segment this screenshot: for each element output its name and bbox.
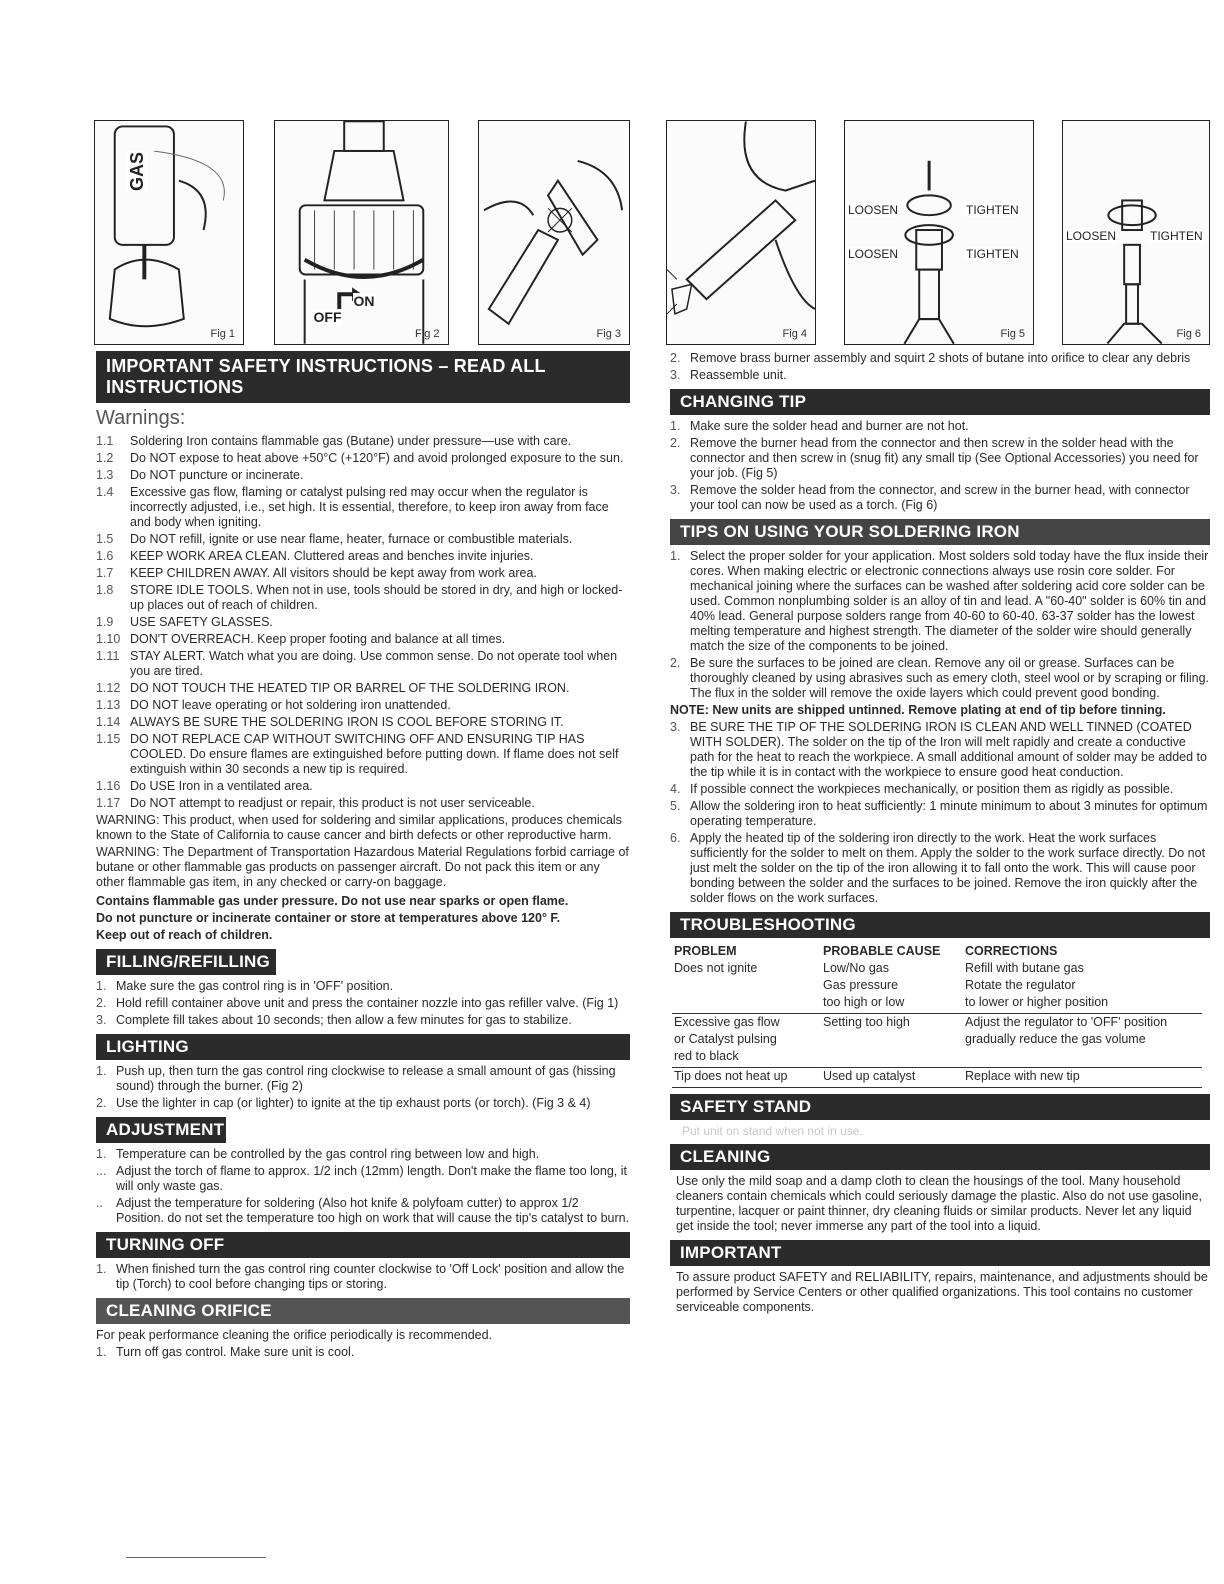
- list-item: 3. Complete fill takes about 10 seconds; then allow a few minutes for gas to stabilize.: [96, 1013, 572, 1027]
- warnings-list: [88, 434, 630, 811]
- important-heading: IMPORTANT: [670, 1240, 1210, 1266]
- table-header-row: [672, 942, 1202, 960]
- table-row: Excessive gas flow Setting too high Adjust the regulator to 'OFF' position: [674, 1015, 1168, 1029]
- table-row: Gas pressure Rotate the regulator: [823, 978, 1076, 992]
- safety-stand-text: Put unit on stand when not in use.: [682, 1124, 863, 1138]
- important-text: To assure product SAFETY and RELIABILITY, repairs, maintenance, and adjustments should be performed by Service Centers or other qualified organizations. This tool contains no customer serviceable components.: [676, 1270, 1208, 1314]
- list-item: 3. Reassemble unit.: [670, 368, 787, 382]
- safety-stand-heading: SAFETY STAND: [670, 1094, 1210, 1120]
- tips-note: NOTE: New units are shipped untinned. Remove plating at end of tip before tinning.: [670, 703, 1166, 717]
- tighten-label-lower: TIGHTEN: [966, 247, 1019, 261]
- list-item: ... Adjust the torch of flame to approx. 1/2 inch (12mm) length. Don't make the flame too long, it will only waste gas.: [96, 1164, 627, 1193]
- cleaning-text: Use only the mild soap and a damp cloth to clean the housings of the tool. Many household cleaners contain chemicals which could seriously damage the plastic. Also do not use gasoline, turpentine, lacquer or paint thinner, dry cleaning fluids or similar products. Never let any liquid get inside the tool; never immerse any part of the tool into a liquid.: [676, 1174, 1202, 1233]
- list-item: 1.2 Do NOT expose to heat above +50°C (+120°F) and avoid prolonged exposure to the sun.: [96, 451, 624, 465]
- list-item: 1. When finished turn the gas control ring counter clockwise to 'Off Lock' position and allow the tip (Torch) to cool before changing tips or storing.: [96, 1262, 625, 1291]
- list-item: 1. Select the proper solder for your application. Most solders sold today have the flux inside their cores. When making electric or electronic connections always use rosin core solder. For mechanical joining where the surfaces can be washed after soldering acid core solder can be used. Common nonplumbing solder is an alloy of tin and lead. A "60-40" solder is 60% tin and 40% lead. General purpose solders range from 40-60 to 60-40. 63-37 solder has the lowest melting temperature and highest strength. The diameter of the solder wire should generally match the size of the components to be joined.: [670, 549, 1209, 653]
- tips-list-2: [662, 720, 1210, 906]
- tighten-label: TIGHTEN: [1150, 229, 1203, 243]
- list-item: 1.9 USE SAFETY GLASSES.: [96, 615, 273, 629]
- gas-ring-illustration: [275, 121, 448, 344]
- off-label: OFF: [313, 309, 342, 325]
- figure-row-left: [88, 100, 630, 345]
- transport-warning: WARNING: The Department of Transportation Hazardous Material Regulations forbid carriage of butane or other flammable gas products on passenger aircraft. Do not pack this item or any other flammable gas item, in any checked or carry-on baggage.: [96, 845, 629, 889]
- figure-5: [844, 120, 1034, 345]
- list-item: 1.17 Do NOT attempt to readjust or repair, this product is not user serviceable.: [96, 796, 535, 810]
- table-row: red to black: [672, 1048, 1202, 1068]
- list-item: 2. Remove brass burner assembly and squirt 2 shots of butane into orifice to clear any debris: [670, 351, 1191, 365]
- safety-instructions-heading: IMPORTANT SAFETY INSTRUCTIONS – READ ALL INSTRUCTIONS: [96, 351, 630, 403]
- changing-tip-list: [662, 419, 1210, 513]
- list-item: 1.12 DO NOT TOUCH THE HEATED TIP OR BARREL OF THE SOLDERING IRON.: [96, 681, 570, 695]
- figure-row-right: [662, 100, 1210, 345]
- list-item: 4. If possible connect the workpieces mechanically, or position them as rigidly as possible.: [670, 782, 1174, 796]
- filling-list: [88, 979, 630, 1028]
- turning-off-heading: TURNING OFF: [96, 1232, 630, 1258]
- torch-ignite-illustration: [667, 121, 815, 344]
- changing-tip-heading: CHANGING TIP: [670, 389, 1210, 415]
- adjustment-heading: ADJUSTMENT: [96, 1117, 226, 1143]
- list-item: 5. Allow the soldering iron to heat sufficiently: 1 minute minimum to about 3 minutes for optimum operating temperature.: [670, 799, 1208, 828]
- list-item: 1.7 KEEP CHILDREN AWAY. All visitors should be kept away from work area.: [96, 566, 537, 580]
- footer-rule: [126, 1557, 266, 1558]
- filling-heading: FILLING/REFILLING: [96, 949, 276, 975]
- list-item: 1.16 Do USE Iron in a ventilated area.: [96, 779, 313, 793]
- tips-list-1: [662, 549, 1210, 701]
- table-row: too high or low to lower or higher position: [672, 994, 1202, 1014]
- figure-1: [94, 120, 244, 345]
- list-item: .. Adjust the temperature for soldering (Also hot knife & polyfoam cutter) to approx 1/2 Position. do not set the temperature too high on work that will cause the tip's catalyst to burn.: [96, 1196, 630, 1225]
- list-item: 1.3 Do NOT puncture or incinerate.: [96, 468, 304, 482]
- tips-heading: TIPS ON USING YOUR SOLDERING IRON: [670, 519, 1210, 545]
- adjustment-list: [88, 1147, 630, 1226]
- column-header: PROBABLE CAUSE: [823, 944, 941, 958]
- list-item: 3. Remove the solder head from the connector, and screw in the burner head, with connector your tool can now be used as a torch. (Fig 6): [670, 483, 1190, 512]
- figure-2: [274, 120, 449, 345]
- loosen-label-upper: LOOSEN: [848, 203, 899, 217]
- california-warning: WARNING: This product, when used for soldering and similar applications, produces chemicals known to the State of California to cause cancer and birth defects or other reproductive harm.: [96, 813, 622, 842]
- list-item: 3. BE SURE THE TIP OF THE SOLDERING IRON IS CLEAN AND WELL TINNED (COATED WITH SOLDER). The solder on the tip of the Iron will melt rapidly and create a conductive path for the heat to reach the workpiece. A small additional amount of solder may be added to the tip while it is in contact with the workpiece to ensure good heat conduction.: [670, 720, 1207, 779]
- gas-can-label: GAS: [127, 151, 148, 192]
- caution-line-2: Do not puncture or incinerate container or store at temperatures above 120° F.: [96, 911, 561, 925]
- tighten-label-upper: TIGHTEN: [966, 203, 1019, 217]
- figure-5-label: Fig 5: [1000, 328, 1025, 340]
- figure-1-label: Fig 1: [210, 328, 235, 340]
- solder-head-illustration: [845, 121, 1033, 344]
- list-item: 1.13 DO NOT leave operating or hot soldering iron unattended.: [96, 698, 451, 712]
- warnings-heading: Warnings:: [96, 407, 186, 429]
- on-label: ON: [353, 293, 375, 309]
- figure-4: [666, 120, 816, 345]
- left-column: [88, 100, 630, 1362]
- table-row: or Catalyst pulsing gradually reduce the gas volume: [674, 1032, 1146, 1046]
- list-item: 1. Temperature can be controlled by the gas control ring between low and high.: [96, 1147, 540, 1161]
- list-item: 2. Hold refill container above unit and press the container nozzle into gas refiller valve. (Fig 1): [96, 996, 619, 1010]
- list-item: 1. Turn off gas control. Make sure unit is cool.: [96, 1345, 355, 1359]
- table-row: Tip does not heat up Used up catalyst Replace with new tip: [672, 1068, 1202, 1088]
- lighting-list: [88, 1064, 630, 1111]
- figure-3: [478, 120, 630, 345]
- list-item: 1.11 STAY ALERT. Watch what you are doing. Use common sense. Do not operate tool when you are tired.: [96, 649, 618, 678]
- turning-off-list: [88, 1262, 630, 1292]
- list-item: 1.5 Do NOT refill, ignite or use near flame, heater, furnace or combustible materials.: [96, 532, 573, 546]
- lighting-heading: LIGHTING: [96, 1034, 630, 1060]
- list-item: 1.6 KEEP WORK AREA CLEAN. Cluttered areas and benches invite injuries.: [96, 549, 534, 563]
- list-item: 1.4 Excessive gas flow, flaming or catalyst pulsing red may occur when the regulator is incorrectly adjusted, i.e., set high. It is essential, therefore, to keep iron away from face and body when igniting.: [96, 485, 609, 529]
- lighter-cap-illustration: [479, 121, 629, 344]
- column-header: PROBLEM: [674, 944, 737, 958]
- list-item: 1.1 Soldering Iron contains flammable gas (Butane) under pressure—use with care.: [96, 434, 572, 448]
- figure-6: [1062, 120, 1210, 345]
- list-item: 6. Apply the heated tip of the soldering iron directly to the work. Heat the work surfaces sufficiently for the solder to melt on them. Apply the solder to the work surface directly. Do not just melt the solder on the tip of the iron allowing it to fall onto the work. This will cause poor bonding between the solder and the surfaces to be joined. Remove the iron quickly after the solder flows on the work surfaces.: [670, 831, 1206, 905]
- list-item: 1.10 DON'T OVERREACH. Keep proper footing and balance at all times.: [96, 632, 506, 646]
- list-item: 2. Be sure the surfaces to be joined are clean. Remove any oil or grease. Surfaces can be thoroughly cleaned by using abrasives such as emery cloth, steel wool or by scraping or filing. The flux in the solder will remove the oxide layers which could prevent good bonding.: [670, 656, 1210, 700]
- list-item: 2. Remove the burner head from the connector and then screw in the solder head with the connector and then screw in (snug fit) any small tip (See Optional Accessories) you need for your job. (Fig 5): [670, 436, 1199, 480]
- figure-2-label: Fig 2: [415, 328, 440, 340]
- right-column: [662, 100, 1210, 1317]
- troubleshooting-heading: TROUBLESHOOTING: [670, 912, 1210, 938]
- list-item: 1.8 STORE IDLE TOOLS. When not in use, tools should be stored in dry, and high or locked-up places out of reach of children.: [96, 583, 623, 612]
- caution-line-3: Keep out of reach of children.: [96, 928, 273, 942]
- list-item: 1. Push up, then turn the gas control ring clockwise to release a small amount of gas (hissing sound) through the burner. (Fig 2): [96, 1064, 616, 1093]
- figure-3-label: Fig 3: [596, 328, 621, 340]
- cleaning-heading: CLEANING: [670, 1144, 1210, 1170]
- figure-4-label: Fig 4: [782, 328, 807, 340]
- loosen-label-lower: LOOSEN: [848, 247, 899, 261]
- list-item: 1.15 DO NOT REPLACE CAP WITHOUT SWITCHING OFF AND ENSURING TIP HAS COOLED. Do ensure flames are extinguished before putting down. If flame does not self extinguish within 30 seconds a new tip is required.: [96, 732, 619, 776]
- column-header: CORRECTIONS: [965, 944, 1058, 958]
- cleaning-orifice-list-1: [88, 1345, 630, 1360]
- table-row: Does not ignite Low/No gas Refill with butane gas: [674, 961, 1084, 975]
- caution-line-1: Contains flammable gas under pressure. Do not use near sparks or open flame.: [96, 894, 569, 908]
- cleaning-orifice-list-2: [662, 351, 1210, 383]
- cleaning-orifice-intro: For peak performance cleaning the orifice periodically is recommended.: [96, 1328, 493, 1342]
- cleaning-orifice-heading: CLEANING ORIFICE: [96, 1298, 630, 1324]
- figure-6-label: Fig 6: [1176, 328, 1201, 340]
- list-item: 1. Make sure the solder head and burner are not hot.: [670, 419, 969, 433]
- list-item: 1. Make sure the gas control ring is in 'OFF' position.: [96, 979, 394, 993]
- list-item: 2. Use the lighter in cap (or lighter) to ignite at the tip exhaust ports (or torch). (Fig 3 & 4): [96, 1096, 591, 1110]
- troubleshooting-table: [672, 942, 1202, 1088]
- gas-refill-illustration: [95, 121, 243, 344]
- loosen-label: LOOSEN: [1066, 229, 1117, 243]
- list-item: 1.14 ALWAYS BE SURE THE SOLDERING IRON IS COOL BEFORE STORING IT.: [96, 715, 564, 729]
